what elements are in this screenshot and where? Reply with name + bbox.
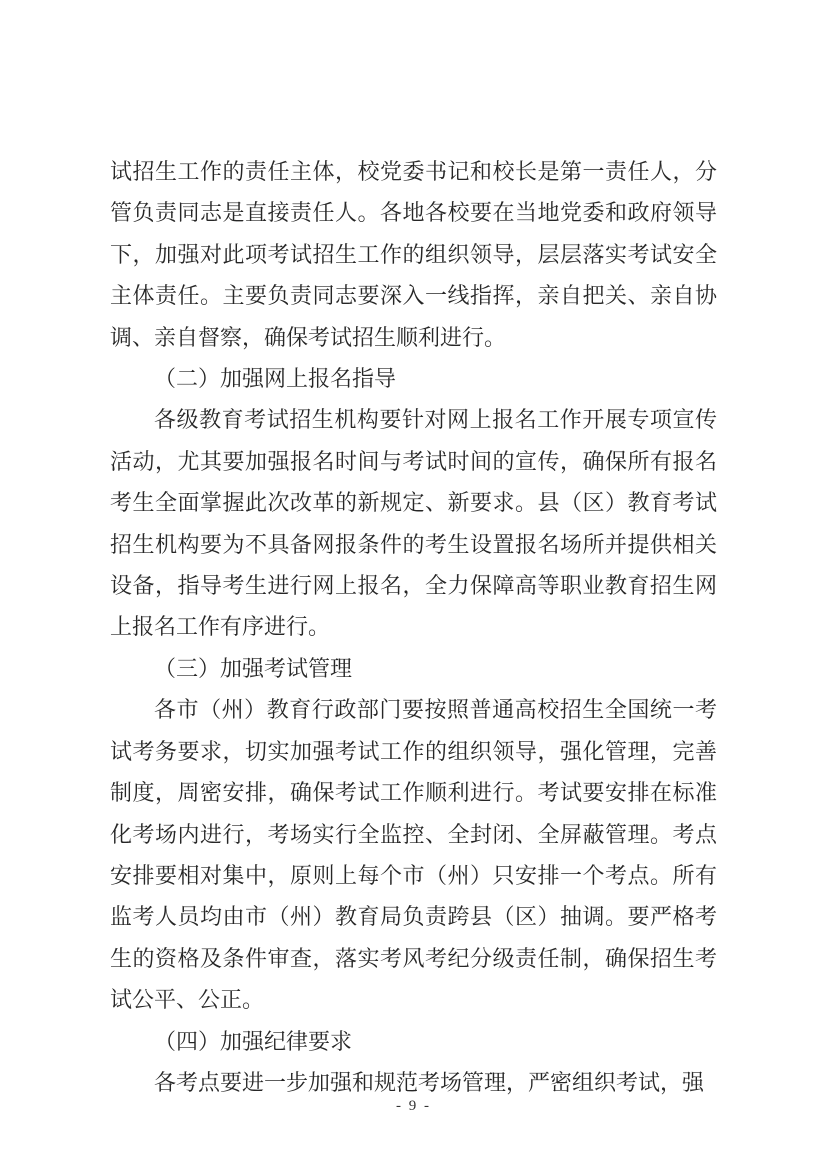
section-paragraph-4: 各考点要进一步加强和规范考场管理，严密组织考试，强 — [154, 1069, 705, 1095]
section-heading-4: （四）加强纪律要求 — [154, 1028, 353, 1054]
section-heading-2: （二）加强网上报名指导 — [154, 366, 397, 392]
section-paragraph-2: 各级教育考试招生机构要针对网上报名工作开展专项宣传活动，尤其要加强报名时间与考试时间的宣传，确保所有报名考生全面掌握此次改革的新规定、新要求。县（区）教育考试招生机构要为不具备网报条件的考生设置报名场所并提供相关设备，指导考生进行网上报名，全力保障高等职业教育招生网上报名工作有序进行。 — [110, 407, 717, 640]
paragraph-continued: 试招生工作的责任主体，校党委书记和校长是第一责任人，分管负责同志是直接责任人。各地各校要在当地党委和政府领导下，加强对此项考试招生工作的组织领导，层层落实考试安全主体责任。主要负责同志要深入一线指挥，亲自把关、亲自协调、亲自督察，确保考试招生顺利进行。 — [110, 159, 717, 350]
section-paragraph-3: 各市（州）教育行政部门要按照普通高校招生全国统一考试考务要求，切实加强考试工作的组织领导，强化管理，完善制度，周密安排，确保考试工作顺利进行。考试要安排在标准化考场内进行，考场实行全监控、全封闭、全屏蔽管理。考点安排要相对集中，原则上每个市（州）只安排一个考点。所有监考人员均由市（州）教育局负责跨县（区）抽调。要严格考生的资格及条件审查，落实考风考纪分级责任制，确保招生考试公平、公正。 — [110, 697, 717, 1013]
page-number: - 9 - — [396, 1098, 431, 1114]
section-heading-3: （三）加强考试管理 — [154, 655, 353, 681]
document-body — [110, 151, 717, 1103]
